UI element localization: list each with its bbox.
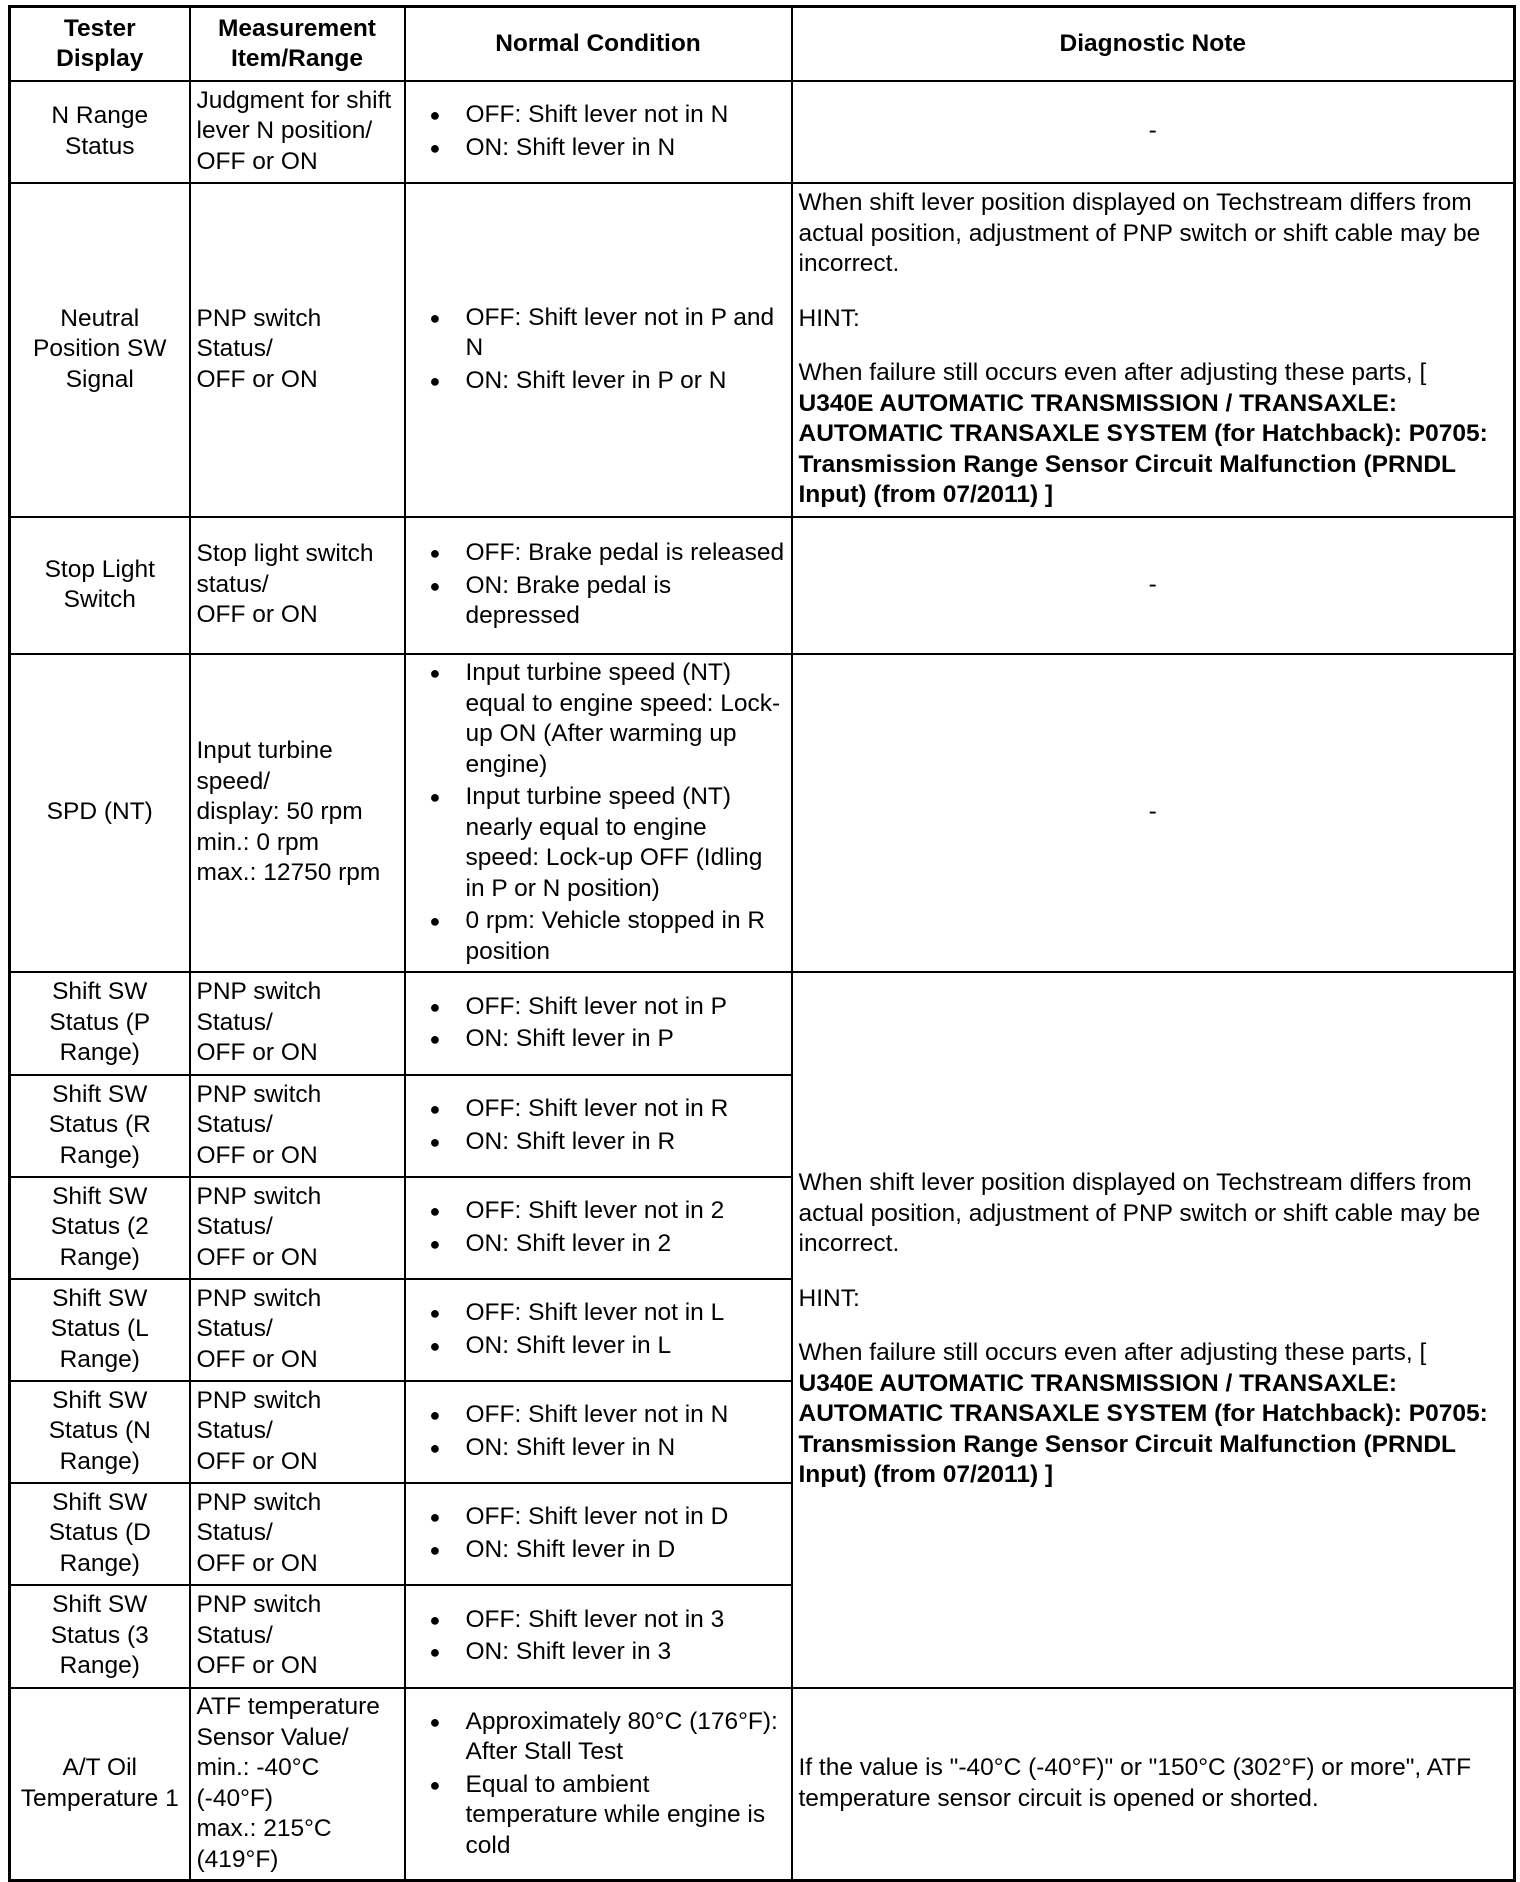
diagnostic-note-cell: If the value is "-40°C (-40°F)" or "150°C (302°F) or more", ATF temperature sensor circuit is opened or shorted.	[792, 1688, 1515, 1881]
measurement-line: OFF or ON	[196, 1141, 318, 1169]
measurement-line: Input turbine speed/	[196, 737, 333, 795]
table-row	[10, 81, 1515, 183]
note-hint: HINT:	[798, 1284, 860, 1312]
header-diagnostic-note: Diagnostic Note	[792, 7, 1515, 81]
measurement-cell	[190, 654, 405, 972]
measurement-line: max.: 215°C (419°F)	[196, 1815, 332, 1873]
measurement-line: display: 50 rpm	[196, 798, 363, 826]
normal-condition-cell	[405, 1279, 792, 1381]
measurement-line: max.: 12750 rpm	[196, 859, 381, 887]
tester-display-cell: Shift SW Status (P Range)	[10, 972, 190, 1075]
measurement-line: OFF or ON	[196, 1652, 318, 1680]
normal-condition-cell	[405, 1075, 792, 1177]
measurement-line: PNP switch Status/	[196, 304, 322, 363]
normal-condition-cell	[405, 183, 792, 517]
measurement-line: PNP switch Status/	[196, 1182, 322, 1241]
measurement-cell	[190, 1177, 405, 1279]
measurement-cell	[190, 972, 405, 1075]
condition-item: ● OFF: Shift lever not in 3	[430, 1605, 785, 1636]
measurement-line: Judgment for shift lever N position/	[196, 86, 392, 145]
note-hint: HINT:	[798, 304, 860, 332]
measurement-line: PNP switch Status/	[196, 1591, 322, 1649]
normal-condition-cell	[405, 1381, 792, 1483]
measurement-line: PNP switch Status/	[196, 1488, 322, 1547]
normal-condition-cell	[405, 81, 792, 183]
condition-item: ● ON: Shift lever in L	[430, 1331, 785, 1362]
measurement-line: OFF or ON	[196, 1039, 318, 1067]
normal-condition-cell	[405, 1688, 792, 1881]
normal-condition-cell	[405, 654, 792, 972]
measurement-line: PNP switch Status/	[196, 978, 322, 1036]
measurement-line: PNP switch Status/	[196, 1386, 322, 1445]
note-follow: When failure still occurs even after adjusting these parts, [	[798, 359, 1427, 387]
condition-item: ● Equal to ambient temperature while engine is cold	[430, 1770, 785, 1862]
table-row	[10, 654, 1515, 972]
condition-item: ● ON: Shift lever in P or N	[430, 366, 785, 397]
condition-item: ● ON: Shift lever in N	[430, 1433, 785, 1464]
table-row	[10, 972, 1515, 1075]
measurement-cell	[190, 1075, 405, 1177]
diagnostic-data-table	[8, 5, 1516, 1882]
condition-item: ● OFF: Shift lever not in P and N	[430, 303, 785, 364]
tester-display-cell: Shift SW Status (3 Range)	[10, 1585, 190, 1688]
measurement-line: Stop light switch status/	[196, 540, 374, 598]
measurement-line: OFF or ON	[196, 147, 318, 175]
measurement-cell	[190, 1585, 405, 1688]
diagnostic-note-cell	[792, 972, 1515, 1688]
condition-item: ● OFF: Shift lever not in N	[430, 100, 785, 131]
condition-item: ● OFF: Shift lever not in D	[430, 1502, 785, 1533]
diagnostic-note-cell: -	[792, 81, 1515, 183]
condition-item: ● OFF: Shift lever not in 2	[430, 1196, 785, 1227]
condition-item: ● ON: Shift lever in R	[430, 1127, 785, 1158]
measurement-line: OFF or ON	[196, 365, 318, 393]
normal-condition-cell	[405, 1483, 792, 1585]
note-follow: When failure still occurs even after adjusting these parts, [	[798, 1339, 1427, 1367]
tester-display-cell: Neutral Position SW Signal	[10, 183, 190, 517]
measurement-cell	[190, 81, 405, 183]
condition-item: ● ON: Shift lever in D	[430, 1535, 785, 1566]
diagnostic-note-cell	[792, 183, 1515, 517]
condition-item: ● OFF: Shift lever not in N	[430, 1400, 785, 1431]
tester-display-cell: SPD (NT)	[10, 654, 190, 972]
normal-condition-cell	[405, 1177, 792, 1279]
measurement-line: ATF temperature Sensor Value/	[196, 1693, 380, 1751]
procedure-link[interactable]: U340E AUTOMATIC TRANSMISSION / TRANSAXLE: AUTOMATIC TRANSAXLE SYSTEM (for Hatchback): P0705: Transmission Range Sensor Circuit Malfunction (PRNDL Input) (from 07/2011) ]	[798, 1369, 1488, 1489]
table-row	[10, 1688, 1515, 1881]
normal-condition-cell	[405, 1585, 792, 1688]
tester-display-cell: Shift SW Status (R Range)	[10, 1075, 190, 1177]
tester-display-cell: Shift SW Status (D Range)	[10, 1483, 190, 1585]
measurement-line: OFF or ON	[196, 1447, 318, 1475]
condition-item: ● OFF: Shift lever not in P	[430, 992, 785, 1023]
tester-display-cell: Shift SW Status (N Range)	[10, 1381, 190, 1483]
measurement-cell	[190, 1483, 405, 1585]
measurement-cell	[190, 183, 405, 517]
tester-display-cell: Shift SW Status (2 Range)	[10, 1177, 190, 1279]
measurement-line: PNP switch Status/	[196, 1284, 322, 1343]
condition-item: ● Input turbine speed (NT) nearly equal to engine speed: Lock-up OFF (Idling in P or N position)	[430, 782, 785, 904]
table-row	[10, 183, 1515, 517]
condition-item: ● Approximately 80°C (176°F): After Stall Test	[430, 1707, 785, 1768]
condition-item: ● ON: Shift lever in 3	[430, 1637, 785, 1668]
condition-item: ● 0 rpm: Vehicle stopped in R position	[430, 906, 785, 967]
tester-display-cell: Stop Light Switch	[10, 517, 190, 654]
measurement-line: min.: 0 rpm	[196, 828, 320, 856]
tester-display-cell: N Range Status	[10, 81, 190, 183]
tester-display-cell: A/T Oil Temperature 1	[10, 1688, 190, 1881]
measurement-line: OFF or ON	[196, 1345, 318, 1373]
tester-display-cell: Shift SW Status (L Range)	[10, 1279, 190, 1381]
header-measurement-item: Measurement Item/Range	[190, 7, 405, 81]
measurement-cell	[190, 1279, 405, 1381]
condition-item: ● ON: Shift lever in N	[430, 133, 785, 164]
measurement-cell	[190, 1688, 405, 1881]
header-tester-display: Tester Display	[10, 7, 190, 81]
measurement-cell	[190, 517, 405, 654]
condition-item: ● ON: Shift lever in 2	[430, 1229, 785, 1260]
measurement-line: min.: -40°C (-40°F)	[196, 1754, 320, 1812]
condition-item: ● OFF: Shift lever not in R	[430, 1094, 785, 1125]
measurement-line: OFF or ON	[196, 1243, 318, 1271]
condition-item: ● Input turbine speed (NT) equal to engine speed: Lock-up ON (After warming up engine)	[430, 658, 785, 780]
table-row	[10, 517, 1515, 654]
diagnostic-note-cell: -	[792, 654, 1515, 972]
table-header-row	[10, 7, 1515, 81]
condition-item: ● ON: Shift lever in P	[430, 1024, 785, 1055]
note-intro: When shift lever position displayed on Techstream differs from actual position, adjustment of PNP switch or shift cable may be incorrect.	[798, 1169, 1481, 1258]
measurement-line: OFF or ON	[196, 601, 318, 629]
condition-item: ● OFF: Shift lever not in L	[430, 1298, 785, 1329]
diagnostic-note-cell: -	[792, 517, 1515, 654]
normal-condition-cell	[405, 517, 792, 654]
measurement-cell	[190, 1381, 405, 1483]
condition-item: ● OFF: Brake pedal is released	[430, 538, 785, 569]
header-normal-condition: Normal Condition	[405, 7, 792, 81]
measurement-line: PNP switch Status/	[196, 1080, 322, 1139]
normal-condition-cell	[405, 972, 792, 1075]
condition-item: ● ON: Brake pedal is depressed	[430, 571, 785, 632]
measurement-line: OFF or ON	[196, 1549, 318, 1577]
procedure-link[interactable]: U340E AUTOMATIC TRANSMISSION / TRANSAXLE: AUTOMATIC TRANSAXLE SYSTEM (for Hatchback): P0705: Transmission Range Sensor Circuit Malfunction (PRNDL Input) (from 07/2011) ]	[798, 389, 1488, 509]
note-intro: When shift lever position displayed on Techstream differs from actual position, adjustment of PNP switch or shift cable may be incorrect.	[798, 189, 1481, 278]
